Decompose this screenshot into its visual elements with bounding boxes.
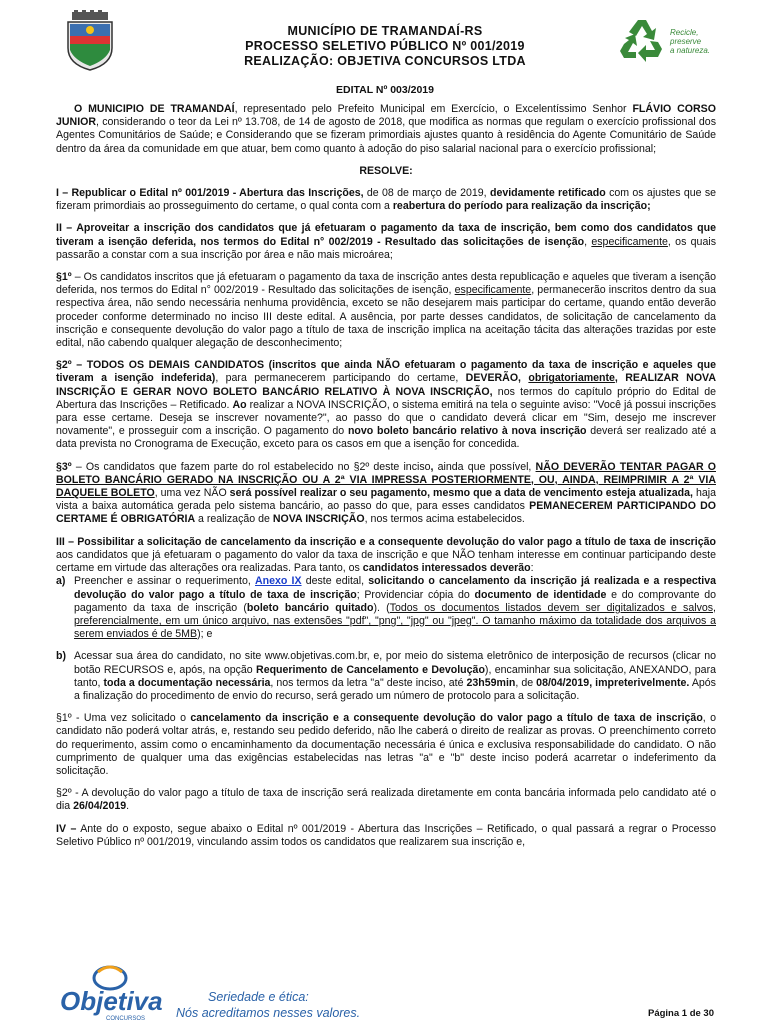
item-2-para-3-text-2: ainda que possível, (433, 460, 536, 473)
page-number: Página 1 de 30 (647, 1008, 714, 1019)
item-4-text: Ante do o exposto, segue abaixo o Edital nº 001/2019 - Abertura das Inscrições – Retificado, o qual passará a regrar o Processo Seletivo Público nº 001/2019, vinculando assim todos os candidatos que realizarem sua inscrição e, (56, 822, 716, 848)
item-3-b-text-3: , nos termos da letra "a" deste inciso, até (270, 676, 467, 689)
item-2-text-1: , (584, 235, 592, 248)
item-3-a-text-4: e do comprovante do pagamento da taxa de inscrição ( (74, 588, 716, 614)
item-2-para-2-title: §2º – TODOS OS DEMAIS CANDIDATOS (inscritos que ainda NÃO efetuaram o pagamento da taxa de inscrição e aqueles que tiveram a isenção indeferida) (56, 359, 716, 385)
edital-number: EDITAL Nº 003/2019 (336, 84, 434, 96)
item-4 (56, 823, 716, 849)
recycle-slogan (670, 28, 710, 55)
objetiva-logo-icon (54, 964, 184, 1022)
item-3-a-underline: Todos os documentos listados devem ser digitalizados e salvos, preferencialmente, em um único arquivo, nas extensões "pdf", "png", "jpg" ou "jpeg". O tamanho máximo da totalidade dos arquivos a serem enviados é de 5MB (74, 601, 716, 641)
item-3-a-text-2: deste edital, (301, 575, 369, 588)
item-3-bold-2: candidatos interessados deverão (362, 562, 531, 575)
item-3 (56, 536, 716, 576)
item-2-para-2-bold-underline: obrigatoriamente (528, 372, 615, 385)
item-1 (56, 187, 716, 213)
item-2-para-2-bold-4: Ao (232, 398, 247, 411)
page-header (0, 0, 770, 78)
item-3-b-bold-4: 08/04/2019, impreterivelmente. (536, 676, 690, 689)
item-2-para-3-warning: NÃO DEVERÃO TENTAR PAGAR O BOLETO BANCÁRIO GERADO NA INSCRIÇÃO OU A 2ª VIA IMPRESSA POSTERIORMENTE, OU, AINDA, REIMPRIMIR A 2ª VIA DAQUELE BOLETO (56, 460, 716, 500)
item-2-para-2-bold-5: novo boleto bancário relativo à nova inscrição (347, 425, 587, 438)
item-3-a-text-1: Preencher e assinar o requerimento, (74, 575, 255, 588)
resolve-text: RESOLVE: (359, 164, 413, 177)
item-2-para-2-text-1: , para permanecerem participando do certame, (215, 372, 466, 385)
recycle-icon (618, 16, 666, 64)
intro-paragraph (56, 103, 716, 156)
item-2-para-1-text-1: – Os candidatos inscritos que já efetuaram o pagamento da taxa de inscrição antes desta republicação e aqueles que tiveram a isenção deferida, nos termos do Edital n° 002/2019 - Resultado das solicitações de isenção, (56, 271, 716, 297)
document-body (56, 103, 716, 858)
item-2-para-3-bold-2: será possível realizar o seu pagamento, mesmo que a data de vencimento esteja atualizada, (229, 487, 693, 500)
item-2-para-3-text-4: haja vista a baixa automática gerada pelo sistema bancário, ao passo do que, para esses candidatos (56, 487, 716, 513)
item-3-a-text-3: ; Providenciar cópia do (356, 588, 475, 601)
item-3-para-2 (56, 787, 716, 813)
item-2-text-2: , os quais passarão a constar com a sua inscrição por área e não mais microárea; (56, 235, 716, 261)
item-2-para-3-bold-3: PEMANECEREM PARTICIPANDO DO CERTAME É OBRIGATÓRIA (56, 500, 717, 526)
slogan-line-2: Nós acreditamos nesses valores. (176, 1006, 361, 1020)
item-1-bold-3: reabertura do período para realização da inscrição; (392, 200, 651, 213)
item-3-a-label: a) (56, 575, 66, 588)
item-3-b-label: b) (56, 650, 66, 663)
item-2-para-3-bold-4: NOVA INSCRIÇÃO (272, 513, 365, 526)
item-3-a (56, 575, 716, 641)
item-2-para-3-comma: , (430, 460, 434, 473)
item-1-text-2: com os ajustes que se fizeram primordiais ao prosseguimento do certame, o qual conta com a (56, 187, 717, 213)
item-4-label: IV – (56, 822, 77, 835)
resolve-heading (56, 165, 716, 178)
intro-mayor: FLÁVIO CORSO JUNIOR (56, 103, 716, 129)
item-3-b-text-5: Após a finalização do procedimento de envio do recurso, será gerado um número de protocolo para a solicitação. (74, 676, 716, 702)
item-2-para-1 (56, 271, 716, 350)
recycle-line-2: preserve (670, 37, 702, 46)
item-2-para-2-text-2: nos termos do capítulo próprio do Edital de Abertura das Inscrições – Retificado. (56, 385, 716, 411)
item-3-para-2-text-2: . (126, 800, 130, 813)
item-3-a-bold-2: documento de identidade (474, 588, 607, 601)
item-3-a-bold-1: solicitando o cancelamento da inscrição já realizada e a respectiva devolução do valor pago a título de taxa de inscrição (74, 575, 717, 601)
item-3-a-text-5: ). ( (373, 601, 390, 614)
item-3-para-1-text-1: §1º - Uma vez solicitado o (56, 712, 191, 725)
item-3-text-1: aos candidatos que já efetuaram o pagamento do valor da taxa de inscrição e que NÃO tenham interesse em continuar participando deste certame em virtude das alterações ora realizadas. Para tanto, os (56, 548, 716, 575)
item-2-para-2-bold-2: DEVERÃO, (465, 372, 529, 385)
item-1-title: I – Republicar o Edital nº 001/2019 - Abertura das Inscrições, (56, 187, 364, 200)
item-3-a-bold-3: boleto bancário quitado (246, 601, 374, 614)
slogan-line-1: Seriedade e ética: (208, 990, 309, 1004)
item-3-b-text-1: Acessar sua área do candidato, no site www.objetivas.com.br, e, por meio do sistema eletrônico de interposição de recursos (clicar no botão RECURSOS e, após, na opção (74, 650, 716, 676)
header-municipality: MUNICÍPIO DE TRAMANDAÍ-RS (287, 24, 483, 38)
item-2-para-2 (56, 359, 716, 451)
recycle-line-3: a natureza. (670, 46, 711, 55)
recycle-line-1: Recicle, (670, 28, 699, 37)
item-2 (56, 222, 716, 262)
intro-municipality: O MUNICIPIO DE TRAMANDAÍ (74, 103, 235, 115)
item-3-b-bold-2: toda a documentação necessária (103, 676, 271, 689)
item-3-b-bold-3: 23h59min (466, 676, 516, 689)
item-2-para-3-text-5: a realização de (195, 513, 273, 526)
header-organizer: REALIZAÇÃO: OBJETIVA CONCURSOS LTDA (244, 54, 526, 68)
anexo-ix-link[interactable]: Anexo IX (255, 575, 302, 588)
item-2-para-3-text-1: – Os candidatos que fazem parte do rol estabelecido no §2º deste inciso (71, 460, 431, 473)
item-2-para-2-text-4: deverá ser realizado até a data prevista no Cronograma de Execução, exceto para os casos em que a isenção for concedida. (56, 425, 716, 451)
item-3-para-1 (56, 712, 716, 778)
item-2-para-1-label: §1º (56, 271, 72, 284)
item-2-para-1-underline: especificamente (454, 284, 532, 297)
header-process: PROCESSO SELETIVO PÚBLICO Nº 001/2019 (245, 39, 525, 53)
item-1-text-1: de 08 de março de 2019, (363, 187, 490, 200)
item-3-b-bold-1: Requerimento de Cancelamento e Devolução (256, 663, 485, 676)
item-3-b (56, 650, 716, 703)
intro-text-1: , representado pelo Prefeito Municipal em Exercício, o Excelentíssimo Senhor (234, 103, 633, 115)
item-3-b-text-2: ), encaminhar sua solicitação, ANEXANDO, para tanto, (74, 663, 716, 689)
item-2-para-3-text-3: , uma vez NÃO (154, 487, 230, 500)
item-3-title: III – Possibilitar a solicitação de cancelamento da inscrição e a consequente devolução do valor pago a título de taxa de inscrição (56, 535, 716, 548)
item-3-b-text-4: , de (515, 676, 537, 689)
item-2-para-1-text-2: , permanecerão inscritos dentro da sua respectiva área, não sendo necessária nenhuma providência, exceto se não desejarem mais participar do certame, quando então deverão proceder conforme determinado no inciso III deste edital. A ausência, por parte desses candidatos, de solicitação de cancelamento da inscrição e consequente devolução do valor pago a título de taxa de inscrição implica na aceitação tácita das alterações trazidas por este edital, não cabendo qualquer alegação de desconhecimento; (56, 284, 716, 350)
item-2-para-2-text-3: realizar a NOVA INSCRIÇÃO, o sistema emitirá na tela o seguinte aviso: "Você já possui inscrições para esse certame. Deseja se inscrever novamente?", ao passo do que o candidato deverá clicar em "Sim, desejo me inscrever novamente", e prosseguir com a inscrição. O pagamento do (56, 398, 716, 438)
item-3-para-1-text-2: , o candidato não poderá voltar atrás, e, restando seu pedido deferido, não lhe caberá o direito de realizar as provas. O preenchimento correto do requerimento, assim como o encaminhamento da documentação necessária é única e exclusiva responsabilidade do candidato. O não cumprimento de qualquer uma das exigências estabelecidas nas letras "a" e "b" deste inciso poderá acarretar o indeferimento da solicitação. (56, 712, 717, 777)
municipal-crest-icon (62, 10, 118, 72)
page-footer (0, 960, 770, 1024)
item-2-para-2-bold-3: , REALIZAR NOVA INSCRIÇÃO E GERAR NOVO BOLETO BANCÁRIO RELATIVO À NOVA INSCRIÇÃO, (56, 372, 716, 398)
item-3-para-1-bold: cancelamento da inscrição e a consequente devolução do valor pago a título de taxa de inscrição (190, 712, 703, 725)
item-2-underline: especificamente (591, 235, 668, 248)
item-3-a-text-6: ); e (197, 628, 213, 641)
refund-date: 26/04/2019 (73, 800, 127, 813)
item-2-para-3-text-6: , nos termos acima estabelecidos. (364, 513, 525, 526)
item-2-para-3-label: §3º (56, 460, 72, 473)
logo-subtitle: CONCURSOS (106, 1016, 146, 1022)
logo-wordmark: Objetiva (60, 986, 163, 1016)
item-2-para-3 (56, 461, 716, 527)
item-2-title: II – Aproveitar a inscrição dos candidatos que já efetuaram o pagamento da taxa de inscrição, bem como dos candidatos que tiveram a isenção deferida, nos termos do Edital n° 002/2019 - Resultado das solicitações de isenção (56, 222, 716, 248)
item-1-bold-2: devidamente retificado (489, 187, 606, 200)
item-3-text-2: : (530, 562, 534, 575)
intro-text-2: , considerando o teor da Lei nº 13.708, de 14 de agosto de 2018, que modifica as normas que regulam o exercício profissional dos Agentes Comunitários de Saúde; e Considerando que se fizeram primordiais ajustes quanto à residência do Agente Comunitário de Saúde dentro da área da comunidade em que atuar, bem como quanto à adoção do piso salarial nacional para o exercício profissional; (56, 116, 716, 155)
item-3-para-2-text-1: §2º - A devolução do valor pago a título de taxa de inscrição será realizada diretamente em conta bancária informada pelo candidato até o dia (56, 787, 716, 813)
